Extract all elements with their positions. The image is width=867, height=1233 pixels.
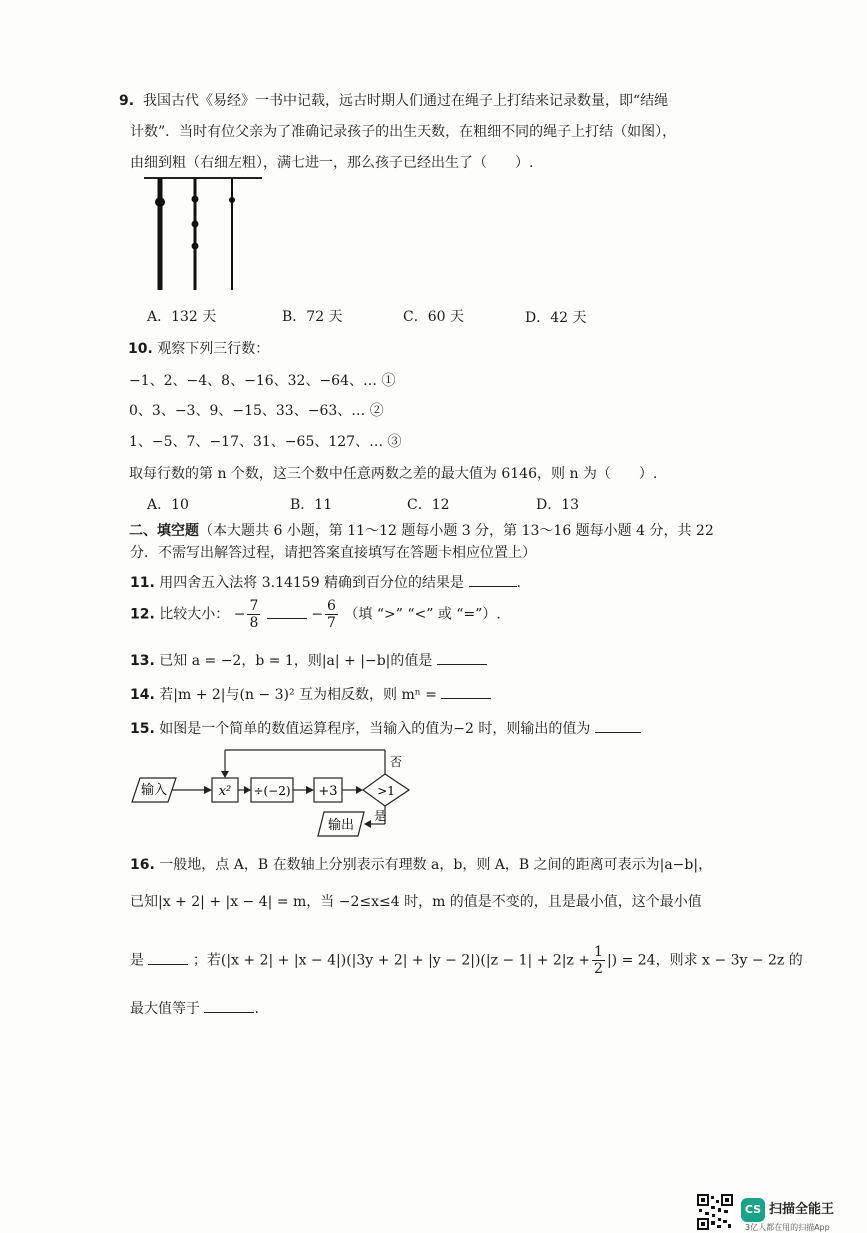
qr-code-icon (697, 1194, 733, 1230)
q16-text-3a: 是 (130, 952, 144, 969)
q10-option-a: A．10 (147, 497, 189, 513)
scanner-watermark (697, 1194, 857, 1232)
q16-answer-blank-2[interactable] (204, 998, 254, 1013)
q12 (130, 598, 501, 631)
q9-option-d: D．42 天 (525, 310, 587, 326)
q14 (130, 684, 491, 704)
flow-divide-label: ÷(−2) (253, 784, 291, 798)
q14-answer-blank[interactable] (441, 684, 491, 699)
flow-no-label: 否 (390, 755, 403, 769)
q16-line1 (130, 854, 712, 874)
q16-answer-blank-1[interactable] (148, 950, 188, 965)
q12-minus-2: − (311, 606, 324, 623)
q10-number: 10. (128, 341, 153, 357)
q10-sequence-1: −1、2、−4、8、−16、32、−64、… ① (129, 373, 396, 389)
q9-text-2: 计数”．当时有位父亲为了准确记录孩子的出生天数，在粗细不同的绳子上打结（如图）， (130, 124, 677, 140)
flow-output-label: 输出 (327, 818, 355, 833)
section2-title: 二、填空题 (129, 523, 199, 539)
section2-desc-2: 分．不需写出解答过程，请把答案直接填写在答题卡相应位置上） (130, 545, 536, 561)
q10-sequence-3: 1、−5、7、−17、31、−65、127、… ③ (129, 434, 402, 450)
q16-text-3c: |) = 24，则求 x − 3y − 2z 的 (606, 952, 803, 969)
camscanner-name: 扫描全能王 (769, 1202, 835, 1217)
q9-option-b: B．72 天 (282, 309, 343, 325)
flow-compare-label: >1 (377, 784, 395, 798)
q13-answer-blank[interactable] (437, 650, 487, 665)
q9-number: 9. (119, 93, 135, 109)
q11-answer-blank[interactable] (469, 572, 517, 587)
camscanner-logo: CS (741, 1198, 765, 1222)
q16-text-3b: ；若(|x + 2| + |x − 4|)(|3y + 2| + |y − 2|)(|z − 1| + 2|z + (192, 952, 591, 969)
q14-text: 若|m + 2|与(n − 3)² 互为相反数，则 mⁿ = (159, 687, 438, 703)
flow-square-label: x² (218, 784, 232, 799)
q12-number: 12. (130, 606, 155, 623)
q16-line4: 最大值等于 . (130, 998, 259, 1018)
q10-sequence-2: 0、3、−3、9、−15、33、−63、… ② (129, 403, 384, 419)
q16-text-2: 已知|x + 2| + |x − 4| = m，当 −2≤x≤4 时，m 的值是不变的，且是最小值，这个最小值 (130, 894, 702, 910)
q15 (130, 718, 641, 738)
q13 (130, 650, 487, 670)
q12-minus-1: − (233, 606, 246, 623)
knot-rope-figure (140, 172, 270, 294)
q11-text: 用四舍五入法将 3.14159 精确到百分位的结果是 (159, 575, 465, 591)
q10-option-d: D．13 (536, 497, 580, 513)
q10-option-c: C．12 (407, 497, 450, 513)
q15-answer-blank[interactable] (595, 718, 641, 733)
flow-input-label: 输入 (140, 783, 168, 798)
section2-desc-1: （本大题共 6 小题，第 11～12 题每小题 3 分，第 13～16 题每小题 4 分，共 22 (199, 523, 714, 539)
q13-number: 13. (130, 653, 155, 669)
q12-f2-numerator: 6 (327, 598, 336, 614)
q12-prefix: 比较大小： (159, 606, 230, 623)
q12-f1-denominator: 8 (249, 615, 259, 631)
q15-number: 15. (130, 721, 155, 737)
q16-number: 16. (130, 857, 155, 873)
q16-line3 (130, 944, 803, 977)
flow-yes-label: 是 (374, 809, 387, 823)
q9-option-a: A．132 天 (147, 309, 217, 325)
q9-text-1: 我国古代《易经》一书中记载，远古时期人们通过在绳子上打结来记录数量，即“结绳 (142, 93, 669, 109)
q10-question: 取每行数的第 n 个数，这三个数中任意两数之差的最大值为 6146，则 n 为（ ）. (129, 466, 658, 482)
q9-line1 (119, 90, 668, 110)
q10-option-b: B．11 (290, 497, 333, 513)
camscanner-tagline: 3亿人都在用的扫描App (745, 1223, 830, 1232)
q16-half-numerator: 1 (594, 944, 603, 960)
q15-flowchart (128, 744, 418, 840)
q10-intro (128, 338, 269, 358)
q12-fraction-1 (247, 598, 260, 631)
q12-fraction-2 (325, 598, 338, 631)
q16-text-1: 一般地，点 A，B 在数轴上分别表示有理数 a，b，则 A，B 之间的距离可表示为|a−b|， (159, 857, 713, 873)
q16-text-4: 最大值等于 (130, 1001, 200, 1017)
q11-number: 11. (130, 575, 155, 591)
q12-answer-blank[interactable] (267, 604, 307, 619)
q9-option-c: C．60 天 (403, 309, 464, 325)
q16-half-denominator: 2 (594, 961, 603, 977)
q14-number: 14. (130, 687, 155, 703)
section2-header (129, 520, 714, 540)
q12-f1-numerator: 7 (249, 598, 259, 614)
q11: 11. 用四舍五入法将 3.14159 精确到百分位的结果是 . (130, 572, 521, 592)
q15-text: 如图是一个简单的数值运算程序，当输入的值为−2 时，则输出的值为 (159, 721, 591, 737)
q12-f2-denominator: 7 (327, 615, 336, 631)
q16-half-fraction (592, 944, 605, 977)
q10-intro-text: 观察下列三行数： (157, 341, 270, 357)
flow-add-label: +3 (318, 784, 338, 799)
q9-text-3: 由细到粗（右细左粗），满七进一，那么孩子已经出生了（ ）. (130, 155, 534, 171)
q12-suffix: （填 “>” “<” 或 “=”）. (344, 606, 501, 623)
q13-text: 已知 a = −2，b = 1，则|a| + |−b|的值是 (159, 653, 433, 669)
